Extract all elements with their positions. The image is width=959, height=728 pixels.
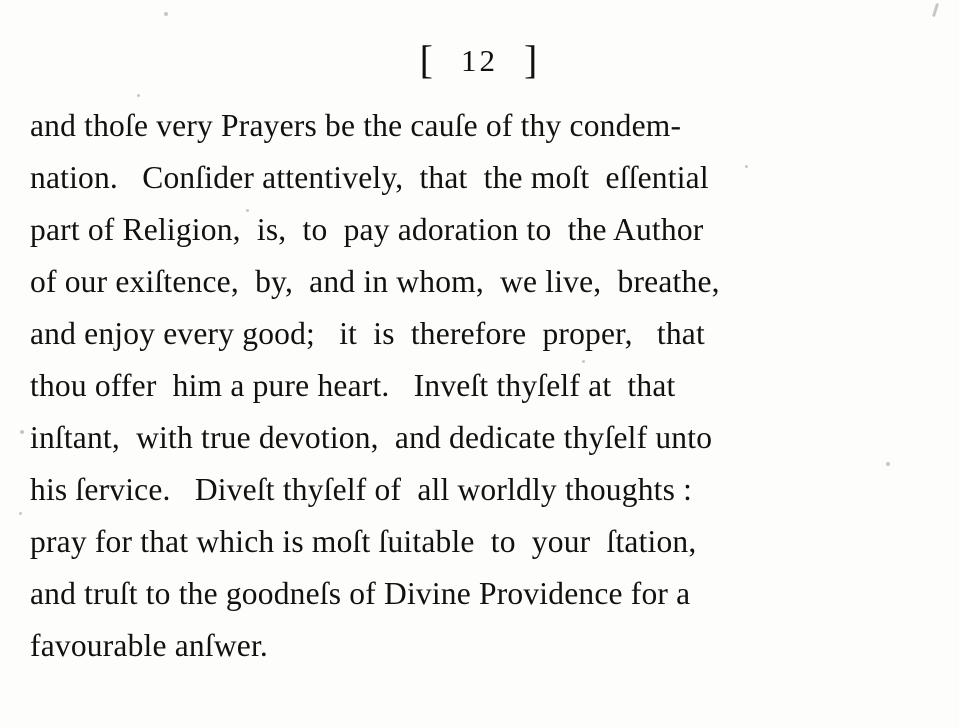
text-line: thou offer him a pure heart. Inveſt thyſelf at that bbox=[30, 368, 676, 403]
header-close-bracket: ] bbox=[524, 37, 540, 82]
page-header bbox=[0, 36, 959, 83]
text-line: and truſt to the goodneſs of Divine Providence for a bbox=[30, 576, 691, 611]
text-line: part of Religion, is, to pay adoration to the Author bbox=[30, 212, 704, 247]
text-line: his ſervice. Diveſt thyſelf of all worldly thoughts : bbox=[30, 472, 693, 507]
text-line: nation. Conſider attentively, that the moſt eſſential bbox=[30, 160, 709, 195]
body-text bbox=[30, 100, 930, 672]
page-number: 12 bbox=[461, 43, 498, 78]
paper-speck bbox=[19, 512, 22, 515]
text-line: and enjoy every good; it is therefore proper, that bbox=[30, 316, 705, 351]
paper-speck bbox=[164, 12, 168, 16]
paper-speck bbox=[20, 430, 24, 434]
header-open-bracket: [ bbox=[419, 37, 435, 82]
text-line: and thoſe very Prayers be the cauſe of thy condem- bbox=[30, 108, 682, 143]
text-line: of our exiſtence, by, and in whom, we live, breathe, bbox=[30, 264, 720, 299]
paper-speck bbox=[137, 94, 140, 97]
text-line: inſtant, with true devotion, and dedicate thyſelf unto bbox=[30, 420, 713, 455]
text-line: favourable anſwer. bbox=[30, 628, 268, 663]
text-line: pray for that which is moſt ſuitable to your ſtation, bbox=[30, 524, 697, 559]
paper-speck bbox=[932, 3, 939, 17]
